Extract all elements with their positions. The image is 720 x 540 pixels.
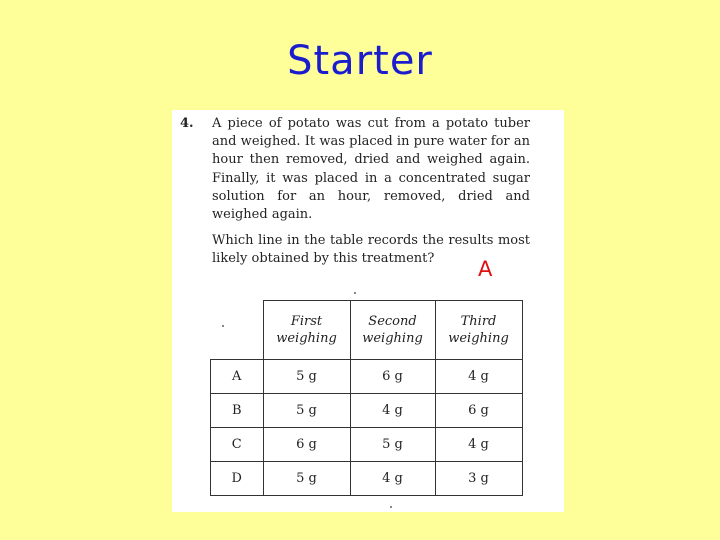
question-paragraph-2: Which line in the table records the results most likely obtained by this treatment? bbox=[212, 233, 530, 267]
header-line: weighing bbox=[448, 331, 509, 346]
cell-first: 5 g bbox=[263, 360, 350, 394]
row-label: C bbox=[211, 428, 264, 462]
column-header-first bbox=[263, 301, 350, 360]
cell-third: 3 g bbox=[435, 462, 522, 496]
results-table bbox=[210, 300, 523, 496]
table-row bbox=[211, 428, 523, 462]
cell-second: 5 g bbox=[350, 428, 435, 462]
cell-second: 4 g bbox=[350, 394, 435, 428]
header-line: Second bbox=[368, 314, 417, 329]
header-line: Third bbox=[460, 314, 497, 329]
header-line: weighing bbox=[362, 331, 423, 346]
question-paragraph-1: A piece of potato was cut from a potato tuber and weighed. It was placed in pure water for an hour then removed, dried and weighed again. Finally, it was placed in a concentrated sugar solution for an hour, removed, dried and weighed again. bbox=[212, 116, 530, 223]
cell-third: 6 g bbox=[435, 394, 522, 428]
table-corner-cell bbox=[211, 301, 264, 360]
handwritten-answer: A bbox=[478, 257, 493, 281]
cell-second: 4 g bbox=[350, 462, 435, 496]
row-label: B bbox=[211, 394, 264, 428]
table-row bbox=[211, 462, 523, 496]
table-header-row bbox=[211, 301, 523, 360]
table-row bbox=[211, 394, 523, 428]
row-label: D bbox=[211, 462, 264, 496]
column-header-third bbox=[435, 301, 522, 360]
header-line: First bbox=[290, 314, 323, 329]
row-label: A bbox=[211, 360, 264, 394]
cell-second: 6 g bbox=[350, 360, 435, 394]
header-line: weighing bbox=[276, 331, 337, 346]
cell-third: 4 g bbox=[435, 428, 522, 462]
cell-first: 5 g bbox=[263, 462, 350, 496]
cell-first: 6 g bbox=[263, 428, 350, 462]
question-number: 4. bbox=[180, 116, 194, 131]
column-header-second bbox=[350, 301, 435, 360]
table-row bbox=[211, 360, 523, 394]
scan-speck bbox=[390, 506, 392, 508]
slide-title: Starter bbox=[287, 38, 433, 84]
scan-speck bbox=[354, 292, 356, 294]
cell-third: 4 g bbox=[435, 360, 522, 394]
cell-first: 5 g bbox=[263, 394, 350, 428]
scanned-question bbox=[172, 110, 564, 512]
